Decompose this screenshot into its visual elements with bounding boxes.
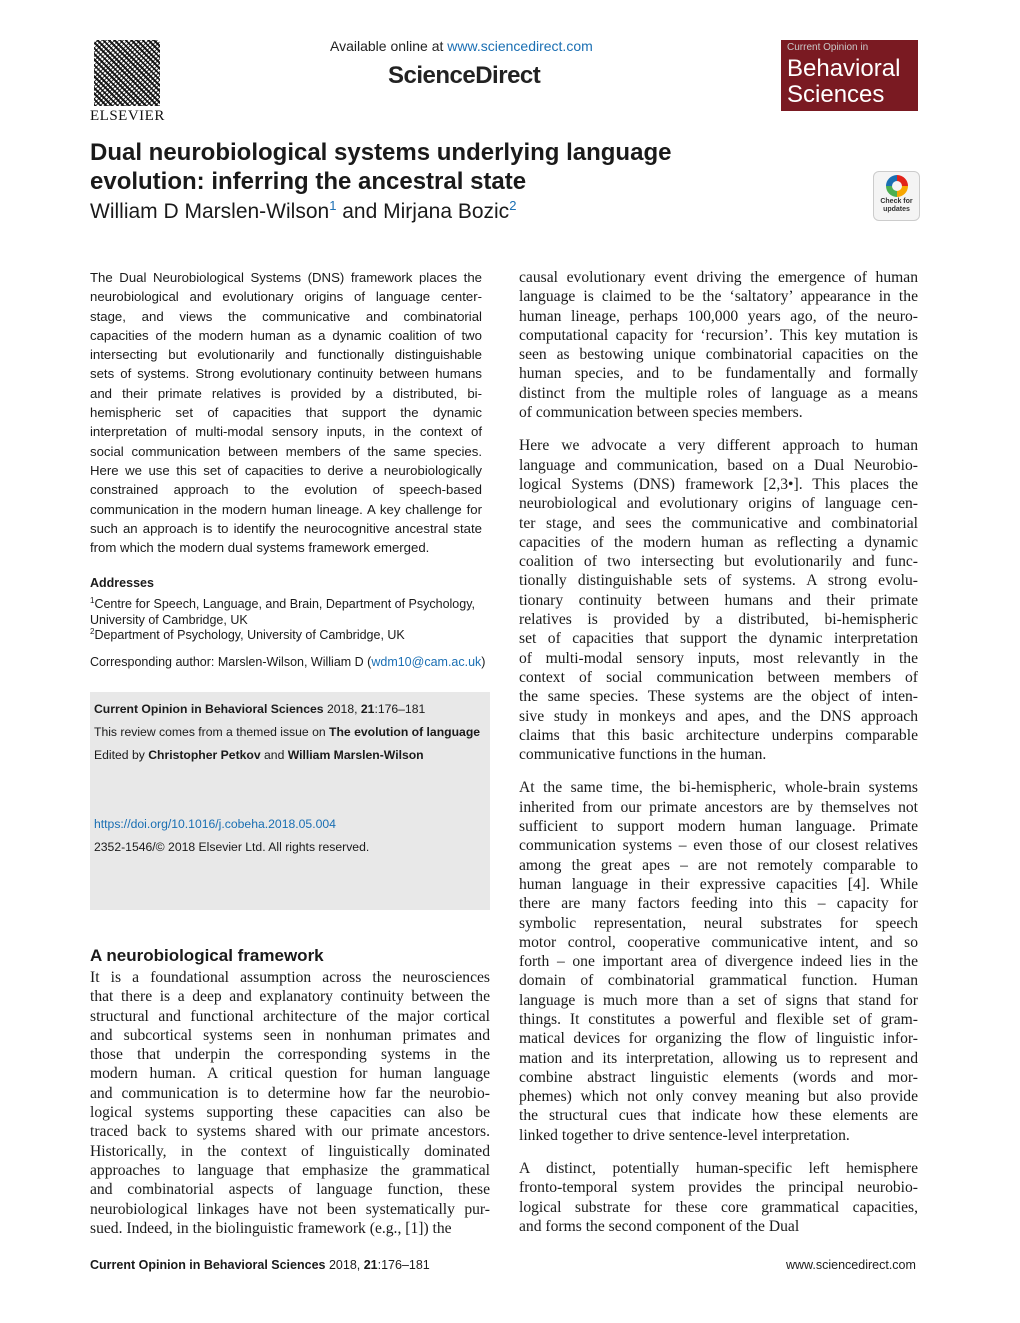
- body-line: computational capacity for ‘recursion’. This key mutation is: [519, 326, 918, 344]
- body-line: set of capacities that support the dynamic interpretation: [519, 630, 918, 648]
- corresponding-email-link[interactable]: wdm10@cam.ac.uk: [371, 655, 482, 669]
- title-line1: Dual neurobiological systems underlying language: [90, 139, 672, 166]
- abstract-line: such an approach is to identify the neurocognitive ancestral state: [90, 520, 482, 536]
- body-line: ter stage, and sees the communicative and combinatorial: [519, 514, 918, 532]
- abstract-line: intersecting but evolutionarily and functionally distinguishable: [90, 347, 482, 363]
- title-line2: evolution: inferring the ancestral state: [90, 168, 527, 195]
- body-line: It is a foundational assumption across the neurosciences: [90, 969, 490, 986]
- abstract-line: constrained approach to the evolution of speech-based: [90, 482, 482, 498]
- sciencedirect-brand: ScienceDirect: [388, 62, 541, 89]
- editor-and: and: [260, 748, 288, 762]
- body-line: logical Systems (DNS) framework [2,3•]. This places the: [519, 475, 918, 493]
- address-1-line2: University of Cambridge, UK: [90, 612, 248, 627]
- body-line: Here we advocate a very different approach to human: [519, 437, 918, 455]
- body-line: modern human. A critical question for human language: [90, 1065, 490, 1083]
- footer-pages: :176–181: [377, 1258, 430, 1272]
- addresses-heading: Addresses: [90, 576, 154, 590]
- abstract-line: stage, and views the communicative and combinatorial: [90, 308, 482, 324]
- right-body-text: [519, 268, 918, 1236]
- body-line: phemes) which not only convey meaning but also provide: [519, 1088, 918, 1106]
- abstract-line: from which the modern dual systems framework emerged.: [90, 540, 430, 556]
- abstract-line: capacities of the modern human as a dynamic coalition of two: [90, 327, 482, 343]
- article-title: [90, 138, 790, 196]
- body-line: matical devices for organizing the flow of linguistic infor-: [519, 1030, 918, 1048]
- body-line: sued. Indeed, in the biolinguistic framework (e.g., [1]) the: [90, 1219, 452, 1237]
- body-line: approaches to language that emphasize the grammatical: [90, 1161, 490, 1179]
- journal-logo-small: Current Opinion in: [787, 42, 869, 53]
- author-and: and: [336, 200, 384, 223]
- infobox-year: 2018,: [323, 702, 361, 716]
- paragraph-4: [519, 1159, 918, 1236]
- body-line: of communication between species members.: [519, 404, 803, 422]
- abstract-line: interpretation of multi-modal sensory inputs, in the context of: [90, 424, 482, 440]
- body-line: tionary continuity between humans and their primate: [519, 591, 918, 609]
- body-line: neurobiological and evolutionary origins of language cen-: [519, 495, 918, 513]
- infobox-editors: [94, 748, 424, 762]
- body-line: combine abstract linguistic elements (words and mor-: [519, 1068, 918, 1086]
- body-line: things. It constitutes a powerful and flexible set of gram-: [519, 1010, 918, 1028]
- journal-logo-name: [787, 56, 900, 108]
- theme-prefix: This review comes from a themed issue on: [94, 725, 330, 739]
- body-line: there are many factors feeding into this – capacity for: [519, 895, 918, 913]
- infobox-volume: 21: [360, 702, 375, 716]
- editor-1: Christopher Petkov: [148, 748, 261, 762]
- publisher-name: ELSEVIER: [90, 108, 165, 124]
- body-line: logical systems supporting these capacities can also be: [90, 1104, 490, 1122]
- body-line: A distinct, potentially human-specific left hemisphere: [519, 1160, 918, 1178]
- body-line: At the same time, the bi-hemispheric, whole-brain systems: [519, 779, 918, 797]
- footer-volume: 21: [363, 1258, 378, 1272]
- body-line: symbolic representation, neural substrates for speech: [519, 914, 918, 932]
- available-online: [330, 38, 593, 54]
- body-line: neurobiological linkages have not been systematically pur-: [90, 1200, 490, 1218]
- body-line: language is claimed to be the ‘saltatory’ appearance in the: [519, 288, 918, 306]
- left-body-text: [90, 968, 490, 1238]
- address-1: [90, 593, 490, 628]
- body-line: the structural cues that indicate how these elements are: [519, 1107, 918, 1125]
- corresponding-prefix: Corresponding author: Marslen-Wilson, William D (: [90, 655, 372, 669]
- author-1-affil[interactable]: 1: [329, 198, 337, 213]
- body-line: context of social communication between members of: [519, 668, 918, 686]
- body-line: linked together to drive sentence-level interpretation.: [519, 1126, 850, 1144]
- body-line: logical substrate for these core grammatical capacities,: [519, 1198, 918, 1216]
- body-line: human species, and to be fundamentally and formally: [519, 365, 918, 383]
- body-line: and forms the second component of the Dual: [519, 1217, 800, 1235]
- body-line: inherited from our primate ancestors are by themselves not: [519, 798, 918, 816]
- abstract-line: Here we use this set of capacities to derive a neurobiologically: [90, 462, 482, 478]
- body-line: communicative functions in the human.: [519, 746, 767, 764]
- footer-url-link[interactable]: www.sciencedirect.com: [786, 1258, 916, 1272]
- body-line: human lineage, perhaps 100,000 years ago, of the neuro-: [519, 307, 918, 325]
- body-line: sufficient to support modern human language. Primate: [519, 818, 918, 836]
- body-line: human language in their expressive capacities [4]. While: [519, 875, 918, 893]
- footer-citation: [90, 1258, 430, 1272]
- doi-link[interactable]: https://doi.org/10.1016/j.cobeha.2018.05.004: [94, 817, 336, 831]
- journal-logo-line2: Sciences: [787, 81, 885, 108]
- corresponding-author: [90, 655, 485, 669]
- body-line: distinct from the multiple roles of language as a means: [519, 384, 918, 402]
- body-line: claims that this basic architecture underpins comparable: [519, 726, 918, 744]
- body-line: language and communication, based on a Dual Neurobio-: [519, 456, 918, 474]
- body-line: seen as bestowing unique combinatorial capacities on the: [519, 346, 918, 364]
- body-line: of multi-modal sensory inputs, most relevantly in the: [519, 649, 918, 667]
- infobox-pages: :176–181: [374, 702, 426, 716]
- available-prefix: Available online at: [330, 38, 448, 54]
- address-1-line1: Centre for Speech, Language, and Brain, Department of Psychology,: [94, 597, 476, 612]
- address-2-line1: Department of Psychology, University of Cambridge, UK: [94, 628, 405, 643]
- body-line: language is much more than a set of signs that stand for: [519, 991, 918, 1009]
- body-line: fronto-temporal system provides the principal neurobio-: [519, 1179, 918, 1197]
- abstract-line: communication in the modern human lineage. A key challenge for: [90, 501, 482, 517]
- abstract-line: social communication between members of the same species.: [90, 443, 482, 459]
- body-line: sive study in monkeys and apes, and the DNS approach: [519, 707, 918, 725]
- sciencedirect-link[interactable]: www.sciencedirect.com: [447, 38, 593, 54]
- infobox-journal: [94, 702, 425, 716]
- body-line: relatives is provided by a distributed, bi-hemispheric: [519, 611, 918, 629]
- body-line: among the great apes – are not remotely comparable to: [519, 856, 918, 874]
- body-line: coalition of two intersecting but evolutionarily and func-: [519, 553, 918, 571]
- footer-journal: Current Opinion in Behavioral Sciences: [90, 1258, 326, 1272]
- body-line: the same species. These systems are the object of inten-: [519, 688, 918, 706]
- body-line: forth – one important area of divergence indeed lies in the: [519, 953, 918, 971]
- elsevier-tree-icon: [94, 40, 160, 106]
- elsevier-logo: [90, 40, 168, 126]
- copyright: 2352-1546/© 2018 Elsevier Ltd. All rights reserved.: [94, 840, 370, 854]
- check-for-updates-button[interactable]: [873, 171, 920, 221]
- body-line: domain of combinatorial grammatical function. Human: [519, 972, 918, 990]
- author-2[interactable]: Mirjana Bozic: [383, 200, 510, 223]
- paragraph-2: [519, 436, 918, 764]
- body-line: communication systems – even those of our closest relatives: [519, 837, 918, 855]
- footer-year: 2018,: [325, 1258, 364, 1272]
- infobox-theme: [94, 725, 480, 739]
- body-line: Historically, in the context of linguistically dominated: [90, 1142, 490, 1160]
- journal-logo-line1: Behavioral: [787, 55, 901, 82]
- author-1[interactable]: William D Marslen-Wilson: [90, 200, 330, 223]
- body-line: and combinatorial aspects of language function, these: [90, 1181, 490, 1199]
- body-line: traced back to systems shared with our primate ancestors.: [90, 1123, 490, 1141]
- body-line: capacities of the modern human as reflecting a dynamic: [519, 533, 918, 551]
- infobox-journal-name: Current Opinion in Behavioral Sciences: [94, 702, 324, 716]
- abstract-line: neurobiological and evolutionary origins of language center-: [90, 289, 482, 305]
- abstract-line: The Dual Neurobiological Systems (DNS) framework places the: [90, 270, 482, 285]
- body-line: mation and its interpretation, allowing us to represent and: [519, 1049, 918, 1067]
- abstract-line: and their primate relatives is provided by a distributed, bi-: [90, 385, 482, 401]
- body-line: those that underpin the corresponding systems in the: [90, 1046, 490, 1064]
- section-heading: A neurobiological framework: [90, 946, 324, 965]
- body-line: motor control, cooperative communicative intent, and so: [519, 933, 918, 951]
- abstract-line: sets of systems. Strong evolutionary continuity between humans: [90, 366, 482, 382]
- body-line: causal evolutionary event driving the emergence of human: [519, 269, 918, 286]
- abstract: [90, 268, 482, 557]
- body-line: tionally distinguishable sets of systems. A strong evolu-: [519, 572, 918, 590]
- body-line: and subcortical systems seen in nonhuman primates and: [90, 1026, 490, 1044]
- abstract-line: hemispheric set of capacities that support the dynamic: [90, 405, 482, 421]
- theme-link[interactable]: The evolution of language: [329, 725, 481, 739]
- body-line: that there is a deep and explanatory continuity between the: [90, 988, 490, 1006]
- paragraph-1: [519, 268, 918, 422]
- article-info-box: [90, 692, 490, 910]
- address-1-sup: 1: [90, 596, 95, 605]
- authors: [90, 198, 516, 224]
- body-line: and communication is to determine how far the neurobio-: [90, 1084, 490, 1102]
- check-updates-label: Check for updates: [880, 198, 913, 213]
- editor-2: William Marslen-Wilson: [287, 748, 424, 762]
- crossmark-icon: [886, 175, 908, 197]
- address-2-sup: 2: [90, 627, 95, 636]
- paragraph-3: [519, 778, 918, 1145]
- corresponding-suffix: ): [481, 655, 486, 669]
- edited-prefix: Edited by: [94, 748, 149, 762]
- journal-logo: [781, 40, 918, 111]
- author-2-affil[interactable]: 2: [509, 198, 517, 213]
- body-line: structural and functional architecture of the major cortical: [90, 1007, 490, 1025]
- address-2: [90, 624, 490, 644]
